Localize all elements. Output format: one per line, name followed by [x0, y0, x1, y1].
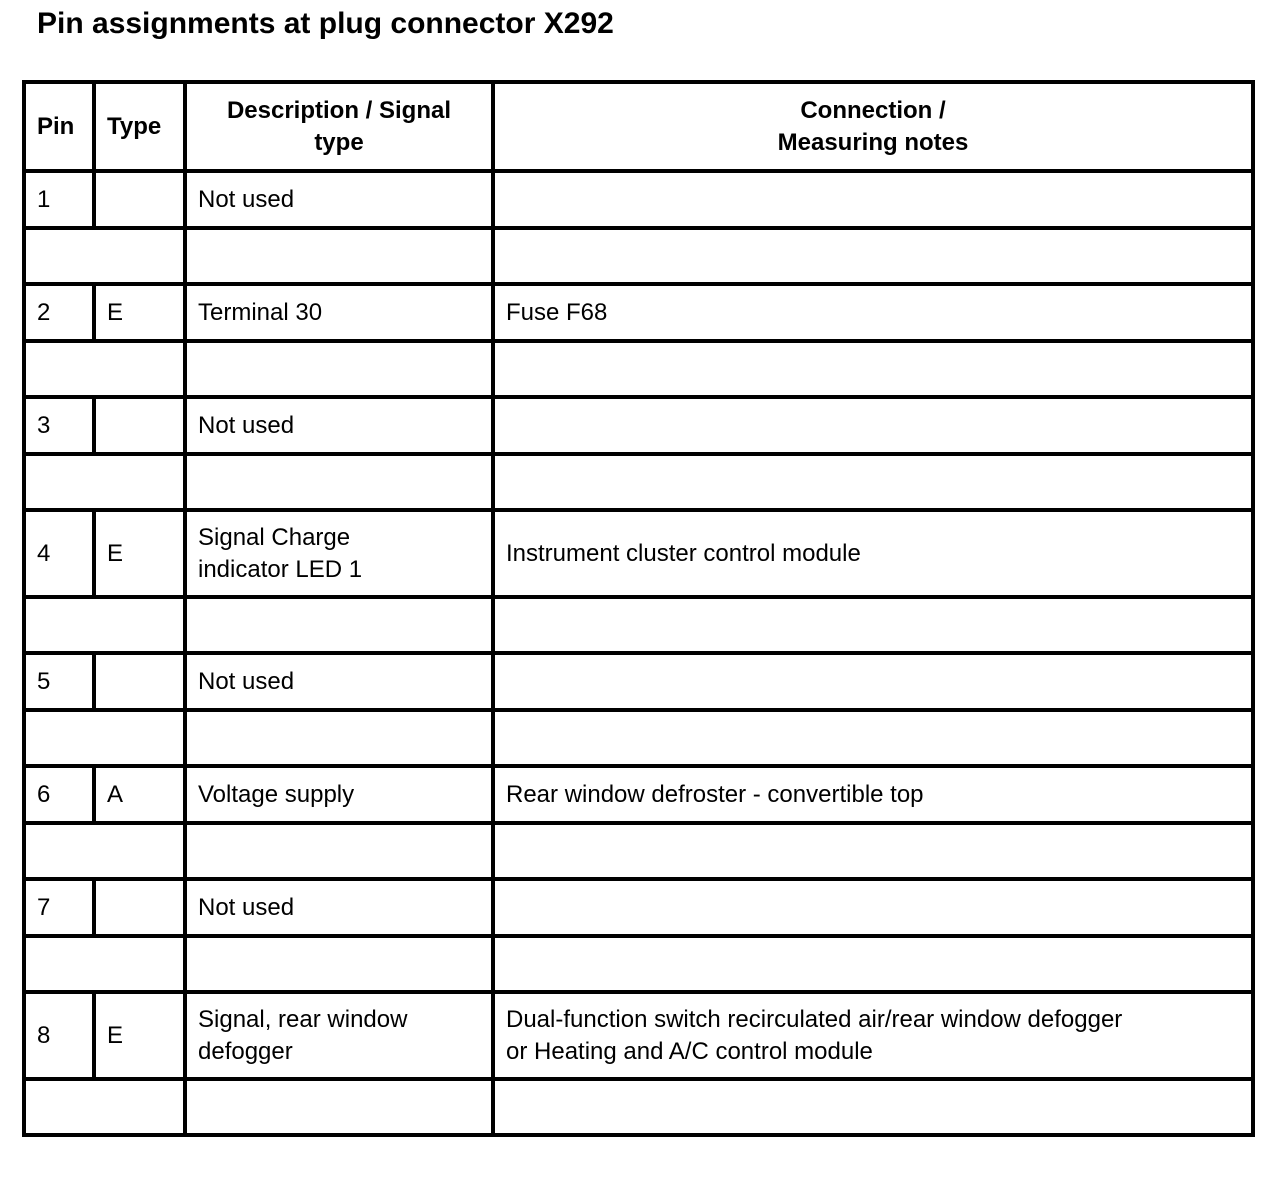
- spacer-row: [24, 1079, 1253, 1135]
- table-row: [24, 171, 1253, 228]
- pin-description: Not used: [185, 171, 493, 228]
- spacer-cell: [493, 710, 1253, 766]
- spacer-cell: [24, 936, 185, 992]
- spacer-row: [24, 936, 1253, 992]
- header-pin: Pin: [24, 82, 94, 171]
- pin-connection: Rear window defroster - convertible top: [493, 766, 1253, 823]
- spacer-row: [24, 341, 1253, 397]
- pin-number: 5: [24, 653, 94, 710]
- pin-description: Signal, rear window defogger: [185, 992, 493, 1079]
- spacer-cell: [493, 823, 1253, 879]
- spacer-cell: [493, 454, 1253, 510]
- spacer-cell: [185, 228, 493, 284]
- spacer-cell: [493, 1079, 1253, 1135]
- spacer-cell: [185, 936, 493, 992]
- pin-type: E: [94, 284, 185, 341]
- header-type: Type: [94, 82, 185, 171]
- header-description: Description / Signal type: [185, 82, 493, 171]
- spacer-cell: [185, 710, 493, 766]
- pin-description: Not used: [185, 879, 493, 936]
- pin-type: [94, 879, 185, 936]
- pin-type: [94, 397, 185, 454]
- spacer-cell: [24, 454, 185, 510]
- table-row: [24, 766, 1253, 823]
- table-row: [24, 284, 1253, 341]
- pin-description: Not used: [185, 397, 493, 454]
- spacer-cell: [185, 823, 493, 879]
- pin-type: E: [94, 510, 185, 597]
- table-row: [24, 992, 1253, 1079]
- pin-type: E: [94, 992, 185, 1079]
- spacer-cell: [24, 597, 185, 653]
- pin-connection: Dual-function switch recirculated air/rear window defogger or Heating and A/C control module: [493, 992, 1253, 1079]
- spacer-cell: [24, 228, 185, 284]
- pin-description: Not used: [185, 653, 493, 710]
- table-row: [24, 879, 1253, 936]
- spacer-row: [24, 597, 1253, 653]
- spacer-cell: [493, 228, 1253, 284]
- spacer-cell: [185, 454, 493, 510]
- header-connection: Connection / Measuring notes: [493, 82, 1253, 171]
- table-row: [24, 397, 1253, 454]
- pin-number: 3: [24, 397, 94, 454]
- table-row: [24, 510, 1253, 597]
- pin-type: A: [94, 766, 185, 823]
- pin-number: 4: [24, 510, 94, 597]
- pin-connection: Fuse F68: [493, 284, 1253, 341]
- pin-assignment-table: [22, 80, 1255, 1137]
- pin-number: 2: [24, 284, 94, 341]
- pin-connection: [493, 397, 1253, 454]
- pin-description: Terminal 30: [185, 284, 493, 341]
- pin-connection: [493, 879, 1253, 936]
- spacer-cell: [493, 597, 1253, 653]
- pin-connection: [493, 171, 1253, 228]
- spacer-row: [24, 228, 1253, 284]
- spacer-cell: [185, 341, 493, 397]
- pin-connection: Instrument cluster control module: [493, 510, 1253, 597]
- table-header-row: [24, 82, 1253, 171]
- pin-description: Signal Charge indicator LED 1: [185, 510, 493, 597]
- page-title: Pin assignments at plug connector X292: [37, 7, 614, 40]
- table-row: [24, 653, 1253, 710]
- pin-number: 6: [24, 766, 94, 823]
- spacer-cell: [24, 823, 185, 879]
- spacer-cell: [24, 341, 185, 397]
- spacer-cell: [493, 341, 1253, 397]
- spacer-cell: [24, 710, 185, 766]
- spacer-row: [24, 823, 1253, 879]
- pin-number: 7: [24, 879, 94, 936]
- spacer-row: [24, 710, 1253, 766]
- pin-type: [94, 653, 185, 710]
- spacer-cell: [493, 936, 1253, 992]
- pin-description: Voltage supply: [185, 766, 493, 823]
- spacer-cell: [24, 1079, 185, 1135]
- pin-type: [94, 171, 185, 228]
- spacer-cell: [185, 1079, 493, 1135]
- spacer-row: [24, 454, 1253, 510]
- pin-connection: [493, 653, 1253, 710]
- spacer-cell: [185, 597, 493, 653]
- pin-number: 8: [24, 992, 94, 1079]
- pin-number: 1: [24, 171, 94, 228]
